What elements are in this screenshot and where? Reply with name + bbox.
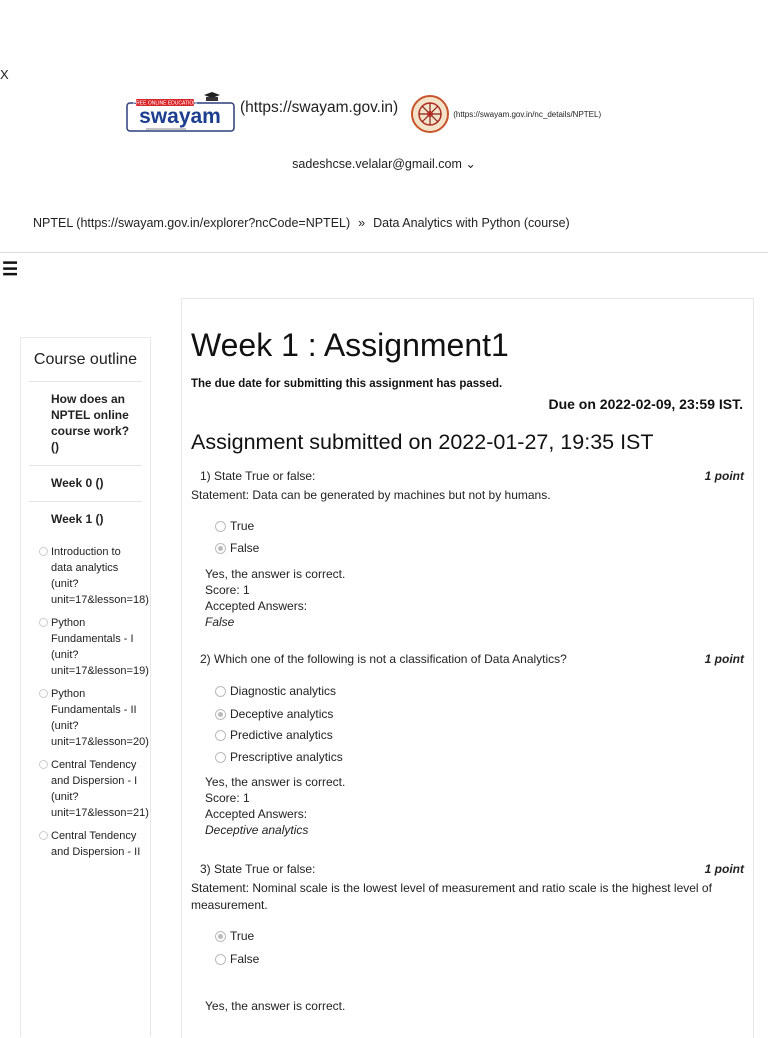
accepted-answer: False: [205, 615, 235, 629]
swayam-link[interactable]: (https://swayam.gov.in): [240, 99, 399, 116]
swayam-tagline: FREE ONLINE EDUCATION: [133, 100, 197, 107]
site-header-logos: [126, 91, 601, 137]
radio-icon: [215, 686, 226, 697]
option-radio[interactable]: [215, 750, 343, 764]
lesson-link[interactable]: [29, 679, 149, 750]
question-1-header: [200, 469, 744, 483]
lesson-label: Python Fundamentals - I (unit?unit=17&lesson=19): [51, 617, 149, 677]
option-label: Deceptive analytics: [230, 707, 334, 721]
radio-icon: [215, 752, 226, 763]
question-points: 1 point: [704, 652, 744, 666]
lesson-link[interactable]: [29, 821, 142, 860]
radio-selected-icon: [215, 709, 226, 720]
question-points: 1 point: [704, 862, 744, 876]
feedback-text: Yes, the answer is correct.: [205, 775, 346, 789]
sidebar-item-week-0[interactable]: Week 0 (): [29, 466, 142, 502]
submission-status: Assignment submitted on 2022-01-27, 19:35 IST: [191, 430, 654, 454]
week-1-lessons: [29, 537, 149, 860]
question-2-header: [200, 652, 744, 666]
question-text: 3) State True or false:: [200, 862, 316, 876]
question-1-statement: Statement: Data can be generated by machines but not by humans.: [191, 488, 551, 502]
option-radio[interactable]: [215, 952, 259, 966]
option-radio[interactable]: [215, 929, 254, 943]
option-label: Predictive analytics: [230, 728, 333, 742]
option-radio[interactable]: [215, 728, 333, 742]
lesson-status-icon: [39, 618, 48, 627]
radio-icon: [215, 954, 226, 965]
radio-selected-icon: [215, 931, 226, 942]
due-date: Due on 2022-02-09, 23:59 IST.: [548, 396, 743, 412]
nptel-link[interactable]: (https://swayam.gov.in/nc_details/NPTEL): [453, 109, 602, 119]
lesson-label: Introduction to data analytics (unit?unit=17&lesson=18): [51, 546, 149, 606]
question-2-feedback: [205, 774, 345, 838]
lesson-label: Python Fundamentals - II (unit?unit=17&lesson=20): [51, 688, 149, 748]
close-button[interactable]: X: [0, 67, 9, 82]
nptel-logo[interactable]: [410, 94, 450, 134]
question-1-feedback: [205, 566, 345, 630]
lesson-label: Central Tendency and Dispersion - II: [51, 830, 141, 858]
course-outline-title: Course outline: [29, 338, 142, 382]
lesson-status-icon: [39, 547, 48, 556]
accepted-answer: Deceptive analytics: [205, 823, 309, 837]
accepted-answers-label: Accepted Answers:: [205, 599, 308, 613]
option-label: True: [230, 519, 255, 533]
option-radio[interactable]: [215, 519, 254, 533]
feedback-text: Yes, the answer is correct.: [205, 567, 346, 581]
accepted-answers-label: Accepted Answers:: [205, 807, 308, 821]
question-text: 2) Which one of the following is not a classification of Data Analytics?: [200, 652, 567, 666]
question-3-feedback: Yes, the answer is correct.: [205, 999, 346, 1013]
breadcrumb-nptel-link[interactable]: NPTEL (https://swayam.gov.in/explorer?ncCode=NPTEL): [33, 216, 351, 230]
option-label: Prescriptive analytics: [230, 750, 343, 764]
option-radio[interactable]: [215, 684, 336, 698]
option-label: True: [230, 929, 255, 943]
page-title: Week 1 : Assignment1: [191, 327, 509, 363]
lesson-label: Central Tendency and Dispersion - I (unit?unit=17&lesson=21): [51, 759, 149, 819]
question-3-statement: Statement: Nominal scale is the lowest level of measurement and ratio scale is the highest level of measurement.: [191, 881, 712, 912]
sidebar-item-how-nptel-works[interactable]: How does an NPTEL online course work? (): [29, 382, 142, 466]
swayam-wordmark: swayam: [139, 105, 221, 128]
question-3-header: [200, 862, 744, 876]
score-text: Score: 1: [205, 791, 250, 805]
lesson-status-icon: [39, 689, 48, 698]
option-radio[interactable]: [215, 541, 259, 555]
user-menu[interactable]: sadeshcse.velalar@gmail.com ⌄: [292, 157, 476, 171]
option-label: Diagnostic analytics: [230, 684, 337, 698]
header-divider: [0, 252, 768, 253]
option-label: False: [230, 952, 260, 966]
option-label: False: [230, 541, 260, 555]
option-radio[interactable]: [215, 707, 333, 721]
lesson-link[interactable]: [29, 537, 149, 608]
lesson-status-icon: [39, 831, 48, 840]
radio-icon: [215, 521, 226, 532]
sidebar-item-week-1[interactable]: Week 1 (): [51, 512, 104, 526]
radio-icon: [215, 730, 226, 741]
breadcrumb-course-link[interactable]: Data Analytics with Python (course): [373, 216, 570, 230]
menu-icon[interactable]: ☰: [2, 259, 19, 279]
swayam-logo[interactable]: [126, 91, 236, 137]
course-outline-sidebar: [20, 337, 151, 1037]
breadcrumb-separator: »: [358, 216, 366, 230]
score-text: Score: 1: [205, 583, 250, 597]
radio-selected-icon: [215, 543, 226, 554]
question-text: 1) State True or false:: [200, 469, 316, 483]
breadcrumb: [33, 216, 570, 230]
lesson-link[interactable]: [29, 608, 149, 679]
lesson-status-icon: [39, 760, 48, 769]
question-points: 1 point: [704, 469, 744, 483]
lesson-link[interactable]: [29, 750, 149, 821]
due-passed-notice: The due date for submitting this assignment has passed.: [191, 378, 503, 390]
